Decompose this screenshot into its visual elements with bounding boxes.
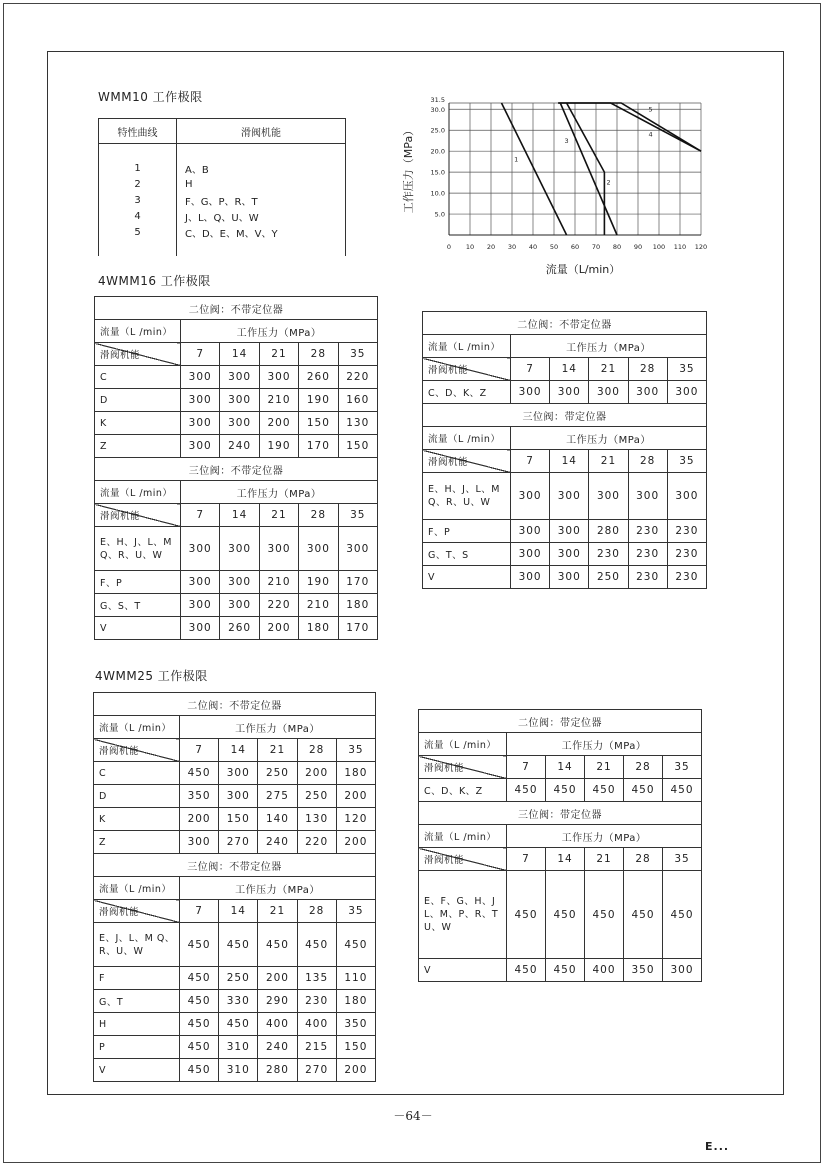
flow-limit-cell: 200 (258, 967, 297, 990)
pressure-value: 14 (219, 900, 258, 923)
x-tick-label: 50 (549, 243, 559, 251)
curve-key: 2 (99, 176, 177, 192)
flow-limit-cell: 230 (667, 566, 706, 589)
flow-limit-cell: 170 (299, 435, 338, 458)
flow-limit-cell: 450 (624, 779, 663, 802)
y-tick-label: 15.0 (430, 168, 445, 177)
x-tick-label: 0 (446, 243, 452, 251)
flow-limit-cell: 300 (667, 473, 706, 520)
pressure-value: 7 (180, 739, 219, 762)
section-header: 三位阀：不带定位器 (94, 854, 376, 877)
flow-limit-cell: 300 (550, 520, 589, 543)
flow-limit-cell: 230 (667, 543, 706, 566)
x-tick-label: 100 (652, 243, 666, 251)
flow-limit-cell: 300 (299, 527, 338, 571)
pressure-value: 28 (299, 504, 338, 527)
x-tick-label: 90 (633, 243, 643, 251)
flow-limit-cell: 190 (299, 571, 338, 594)
flow-limit-cell: 450 (585, 779, 624, 802)
section-header: 二位阀：不带定位器 (423, 312, 707, 335)
flow-limit-cell: 300 (628, 473, 667, 520)
flow-limit-cell: 450 (180, 923, 219, 967)
page-number: －64－ (393, 1109, 433, 1123)
flow-limit-cell: 300 (220, 527, 259, 571)
flow-limit-cell: 230 (628, 543, 667, 566)
flow-limit-cell: 400 (297, 1013, 336, 1036)
curve-function: C、D、E、M、V、Y (177, 224, 346, 240)
flow-limit-cell: 300 (220, 412, 259, 435)
flow-limit-cell: 270 (297, 1059, 336, 1082)
flow-limit-cell: 450 (507, 871, 546, 959)
flow-limit-cell: 300 (511, 543, 550, 566)
pressure-value: 14 (219, 739, 258, 762)
pressure-value: 14 (546, 756, 585, 779)
spool-function: G、S、T (95, 594, 181, 617)
wmm25-right-table (418, 709, 702, 982)
flow-limit-cell: 150 (219, 808, 258, 831)
flow-limit-cell: 250 (589, 566, 628, 589)
flow-limit-cell: 190 (299, 389, 338, 412)
flow-limit-cell: 240 (258, 831, 297, 854)
flow-limit-cell: 300 (589, 473, 628, 520)
pressure-value: 35 (663, 848, 702, 871)
spool-function: K (95, 412, 181, 435)
flow-limit-cell: 300 (181, 435, 220, 458)
flow-limit-cell: 450 (258, 923, 297, 967)
flow-limit-cell: 300 (511, 381, 550, 404)
flow-limit-cell: 300 (550, 381, 589, 404)
pressure-value: 14 (220, 504, 259, 527)
pressure-value: 35 (336, 900, 375, 923)
pressure-value: 7 (507, 756, 546, 779)
flow-limit-cell: 350 (180, 785, 219, 808)
flow-limit-cell: 450 (663, 779, 702, 802)
pressure-label: 工作压力（MPa） (511, 427, 707, 450)
pressure-value: 28 (628, 450, 667, 473)
flow-label: 流量（L /min） (95, 481, 181, 504)
pressure-value: 21 (259, 504, 298, 527)
flow-limit-cell: 300 (550, 543, 589, 566)
spool-function: H (94, 1013, 180, 1036)
x-tick-label: 20 (486, 243, 496, 251)
flow-limit-cell: 300 (181, 412, 220, 435)
flow-limit-cell: 230 (628, 566, 667, 589)
flow-label: 流量（L /min） (423, 427, 511, 450)
flow-limit-cell: 300 (628, 381, 667, 404)
pressure-value: 28 (297, 739, 336, 762)
flow-limit-cell: 150 (336, 1036, 375, 1059)
flow-limit-cell: 300 (663, 959, 702, 982)
x-tick-label: 110 (673, 243, 687, 251)
curve-function: H (177, 176, 346, 192)
flow-limit-cell: 300 (181, 594, 220, 617)
spool-function: C (95, 366, 181, 389)
function-label: 滑阀机能 (419, 848, 507, 871)
flow-limit-cell: 135 (297, 967, 336, 990)
function-label: 滑阀机能 (95, 504, 181, 527)
spool-function: V (94, 1059, 180, 1082)
flow-limit-cell: 200 (336, 785, 375, 808)
flow-limit-cell: 150 (299, 412, 338, 435)
curve-line-1 (502, 103, 567, 235)
flow-limit-cell: 300 (181, 366, 220, 389)
flow-limit-cell: 230 (297, 990, 336, 1013)
flow-limit-cell: 120 (336, 808, 375, 831)
wmm10-title: WMM10 工作极限 (98, 90, 203, 104)
flow-limit-cell: 130 (338, 412, 377, 435)
flow-limit-cell: 240 (258, 1036, 297, 1059)
spool-function: E、H、J、L、M Q、R、U、W (95, 527, 181, 571)
pressure-value: 28 (624, 848, 663, 871)
flow-limit-cell: 450 (219, 1013, 258, 1036)
spool-function: F、P (95, 571, 181, 594)
spool-function: V (419, 959, 507, 982)
curve-label-1: 1 (514, 155, 519, 164)
flow-limit-cell: 200 (336, 1059, 375, 1082)
curve-key: 1 (99, 160, 177, 176)
flow-limit-cell: 300 (220, 366, 259, 389)
header-function: 滑阀机能 (177, 119, 346, 144)
y-tick-label: 5.0 (434, 210, 445, 219)
flow-limit-cell: 300 (667, 381, 706, 404)
pressure-value: 14 (220, 343, 259, 366)
pressure-value: 28 (628, 358, 667, 381)
flow-limit-cell: 220 (338, 366, 377, 389)
pressure-label: 工作压力（MPa） (511, 335, 707, 358)
pressure-value: 7 (511, 450, 550, 473)
flow-limit-cell: 130 (297, 808, 336, 831)
x-tick-label: 60 (570, 243, 580, 251)
flow-limit-cell: 400 (585, 959, 624, 982)
pressure-value: 35 (338, 343, 377, 366)
flow-limit-cell: 300 (550, 473, 589, 520)
pressure-value: 7 (511, 358, 550, 381)
y-tick-label: 30.0 (430, 105, 445, 114)
flow-limit-cell: 300 (259, 527, 298, 571)
section-header: 三位阀：带定位器 (419, 802, 702, 825)
flow-limit-cell: 300 (181, 527, 220, 571)
flow-label: 流量（L /min） (95, 320, 181, 343)
y-tick-label: 25.0 (430, 126, 445, 135)
flow-limit-cell: 300 (511, 566, 550, 589)
flow-limit-cell: 450 (180, 967, 219, 990)
spool-function: G、T (94, 990, 180, 1013)
flow-limit-cell: 215 (297, 1036, 336, 1059)
function-label: 滑阀机能 (95, 343, 181, 366)
flow-limit-cell: 250 (297, 785, 336, 808)
flow-limit-cell: 450 (180, 1013, 219, 1036)
spool-function: G、T、S (423, 543, 511, 566)
flow-limit-cell: 220 (259, 594, 298, 617)
flow-limit-cell: 450 (180, 762, 219, 785)
pressure-value: 35 (338, 504, 377, 527)
curve-label-5: 5 (648, 105, 653, 114)
flow-limit-cell: 200 (180, 808, 219, 831)
curve-label-2: 2 (606, 178, 611, 187)
flow-limit-cell: 240 (220, 435, 259, 458)
pressure-label: 工作压力（MPa） (180, 877, 376, 900)
flow-limit-cell: 300 (219, 762, 258, 785)
flow-limit-cell: 300 (511, 520, 550, 543)
pressure-value: 28 (297, 900, 336, 923)
flow-label: 流量（L /min） (94, 716, 180, 739)
curve-label-3: 3 (564, 136, 569, 145)
pressure-value: 21 (589, 450, 628, 473)
x-tick-label: 30 (507, 243, 517, 251)
flow-limit-cell: 200 (336, 831, 375, 854)
curve-key: 4 (99, 208, 177, 224)
flow-limit-cell: 450 (546, 871, 585, 959)
flow-limit-cell: 300 (220, 594, 259, 617)
flow-limit-cell: 210 (299, 594, 338, 617)
flow-limit-cell: 180 (336, 762, 375, 785)
flow-limit-cell: 275 (258, 785, 297, 808)
pressure-label: 工作压力（MPa） (180, 716, 376, 739)
header-curve: 特性曲线 (99, 119, 177, 144)
flow-label: 流量（L /min） (94, 877, 180, 900)
section-header: 三位阀：带定位器 (423, 404, 707, 427)
curve-key: 3 (99, 192, 177, 208)
x-tick-label: 80 (612, 243, 622, 251)
section-header: 二位阀：不带定位器 (94, 693, 376, 716)
x-tick-label: 10 (465, 243, 475, 251)
pressure-value: 14 (550, 358, 589, 381)
flow-limit-cell: 450 (663, 871, 702, 959)
flow-limit-cell: 450 (336, 923, 375, 967)
flow-limit-cell: 300 (259, 366, 298, 389)
pressure-value: 35 (667, 358, 706, 381)
pressure-value: 21 (585, 756, 624, 779)
spool-function: P (94, 1036, 180, 1059)
function-label: 滑阀机能 (423, 358, 511, 381)
flow-limit-cell: 450 (180, 990, 219, 1013)
y-tick-label: 31.5 (430, 96, 445, 104)
pressure-value: 21 (589, 358, 628, 381)
flow-label: 流量（L /min） (419, 733, 507, 756)
pressure-value: 14 (546, 848, 585, 871)
flow-limit-cell: 300 (589, 381, 628, 404)
spool-function: V (423, 566, 511, 589)
spool-function: D (94, 785, 180, 808)
flow-limit-cell: 200 (259, 617, 298, 640)
y-axis-label: 工作压力（MPa） (402, 124, 415, 214)
spool-function: F、P (423, 520, 511, 543)
flow-limit-cell: 300 (181, 571, 220, 594)
flow-limit-cell: 300 (181, 389, 220, 412)
spool-function: D (95, 389, 181, 412)
flow-limit-cell: 330 (219, 990, 258, 1013)
spool-function: C、D、K、Z (419, 779, 507, 802)
pressure-value: 35 (663, 756, 702, 779)
pressure-value: 7 (181, 343, 220, 366)
wmm25-title: 4WMM25 工作极限 (95, 669, 208, 683)
flow-limit-cell: 200 (297, 762, 336, 785)
footer-mark: E... (705, 1140, 730, 1153)
curve-function: F、G、P、R、T (177, 192, 346, 208)
spool-function: C (94, 762, 180, 785)
flow-limit-cell: 150 (338, 435, 377, 458)
wmm16-title: 4WMM16 工作极限 (98, 274, 211, 288)
flow-limit-cell: 350 (336, 1013, 375, 1036)
spool-function: F (94, 967, 180, 990)
flow-limit-cell: 270 (219, 831, 258, 854)
y-tick-label: 20.0 (430, 147, 445, 156)
flow-limit-cell: 210 (259, 389, 298, 412)
flow-limit-cell: 290 (258, 990, 297, 1013)
wmm25-left-table (93, 692, 376, 1082)
spool-function: Z (94, 831, 180, 854)
wmm10-limit-chart (395, 92, 715, 287)
curve-key: 5 (99, 224, 177, 240)
spool-function: V (95, 617, 181, 640)
flow-limit-cell: 400 (258, 1013, 297, 1036)
pressure-value: 21 (258, 739, 297, 762)
flow-limit-cell: 450 (297, 923, 336, 967)
flow-limit-cell: 260 (220, 617, 259, 640)
pressure-value: 35 (336, 739, 375, 762)
flow-limit-cell: 170 (338, 617, 377, 640)
flow-limit-cell: 220 (297, 831, 336, 854)
flow-label: 流量（L /min） (419, 825, 507, 848)
flow-limit-cell: 300 (181, 617, 220, 640)
pressure-value: 7 (180, 900, 219, 923)
flow-limit-cell: 350 (624, 959, 663, 982)
spool-function: Z (95, 435, 181, 458)
flow-limit-cell: 450 (180, 1036, 219, 1059)
flow-limit-cell: 140 (258, 808, 297, 831)
function-label: 滑阀机能 (419, 756, 507, 779)
function-label: 滑阀机能 (94, 739, 180, 762)
curve-line-2 (564, 103, 605, 235)
flow-limit-cell: 230 (628, 520, 667, 543)
flow-limit-cell: 310 (219, 1059, 258, 1082)
curve-function: J、L、Q、U、W (177, 208, 346, 224)
flow-limit-cell: 300 (511, 473, 550, 520)
flow-limit-cell: 170 (338, 571, 377, 594)
function-label: 滑阀机能 (423, 450, 511, 473)
spool-function: C、D、K、Z (423, 381, 511, 404)
flow-limit-cell: 450 (546, 779, 585, 802)
wmm10-curve-table (98, 118, 346, 256)
x-tick-label: 40 (528, 243, 538, 251)
pressure-value: 14 (550, 450, 589, 473)
pressure-label: 工作压力（MPa） (507, 825, 702, 848)
section-header: 三位阀：不带定位器 (95, 458, 378, 481)
pressure-label: 工作压力（MPa） (507, 733, 702, 756)
flow-limit-cell: 450 (180, 1059, 219, 1082)
pressure-value: 21 (259, 343, 298, 366)
curve-label-4: 4 (648, 130, 653, 139)
pressure-label: 工作压力（MPa） (181, 481, 378, 504)
flow-limit-cell: 180 (338, 594, 377, 617)
section-header: 二位阀：带定位器 (419, 710, 702, 733)
spool-function: K (94, 808, 180, 831)
section-header: 二位阀：不带定位器 (95, 297, 378, 320)
pressure-value: 7 (507, 848, 546, 871)
pressure-label: 工作压力（MPa） (181, 320, 378, 343)
y-tick-label: 10.0 (430, 189, 445, 198)
flow-limit-cell: 300 (220, 571, 259, 594)
flow-limit-cell: 210 (259, 571, 298, 594)
flow-limit-cell: 300 (338, 527, 377, 571)
pressure-value: 28 (624, 756, 663, 779)
pressure-value: 7 (181, 504, 220, 527)
flow-limit-cell: 300 (180, 831, 219, 854)
spool-function: E、J、L、M Q、R、U、W (94, 923, 180, 967)
pressure-value: 21 (258, 900, 297, 923)
function-label: 滑阀机能 (94, 900, 180, 923)
spool-function: E、F、G、H、J L、M、P、R、T U、W (419, 871, 507, 959)
flow-limit-cell: 200 (259, 412, 298, 435)
flow-limit-cell: 450 (624, 871, 663, 959)
x-axis-label: 流量（L/min） (545, 263, 621, 276)
pressure-value: 28 (299, 343, 338, 366)
spool-function: E、H、J、L、M Q、R、U、W (423, 473, 511, 520)
flow-limit-cell: 300 (220, 389, 259, 412)
flow-limit-cell: 310 (219, 1036, 258, 1059)
curve-function: A、B (177, 160, 346, 176)
flow-limit-cell: 260 (299, 366, 338, 389)
flow-limit-cell: 190 (259, 435, 298, 458)
flow-limit-cell: 230 (589, 543, 628, 566)
flow-limit-cell: 450 (507, 959, 546, 982)
flow-limit-cell: 230 (667, 520, 706, 543)
flow-limit-cell: 250 (258, 762, 297, 785)
flow-label: 流量（L /min） (423, 335, 511, 358)
flow-limit-cell: 450 (219, 923, 258, 967)
pressure-value: 21 (585, 848, 624, 871)
x-tick-label: 120 (694, 243, 708, 251)
wmm16-right-table (422, 311, 707, 589)
pressure-value: 35 (667, 450, 706, 473)
flow-limit-cell: 180 (336, 990, 375, 1013)
x-tick-label: 70 (591, 243, 601, 251)
flow-limit-cell: 280 (258, 1059, 297, 1082)
flow-limit-cell: 250 (219, 967, 258, 990)
flow-limit-cell: 450 (507, 779, 546, 802)
flow-limit-cell: 180 (299, 617, 338, 640)
flow-limit-cell: 160 (338, 389, 377, 412)
flow-limit-cell: 280 (589, 520, 628, 543)
flow-limit-cell: 300 (550, 566, 589, 589)
curve-line-3 (560, 103, 617, 235)
flow-limit-cell: 450 (546, 959, 585, 982)
flow-limit-cell: 450 (585, 871, 624, 959)
flow-limit-cell: 110 (336, 967, 375, 990)
flow-limit-cell: 300 (219, 785, 258, 808)
wmm16-left-table (94, 296, 378, 640)
